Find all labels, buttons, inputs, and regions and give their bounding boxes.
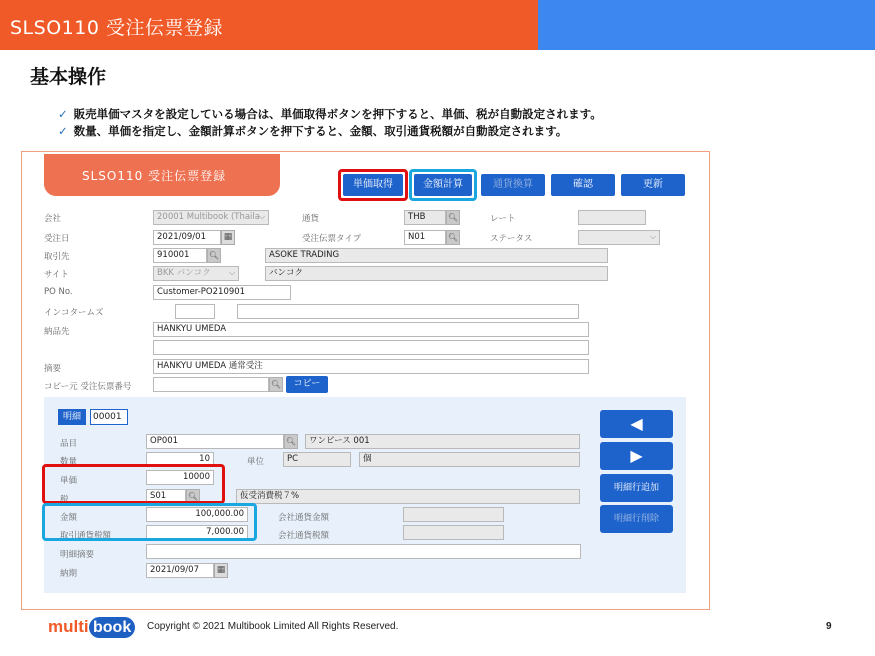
unit-name-field: 個 <box>359 452 580 467</box>
calc-highlight <box>409 169 477 201</box>
search-icon[interactable]: 🔍︎ <box>186 489 200 504</box>
quantity-input[interactable]: 10 <box>146 452 214 467</box>
chevron-down-icon: ⌵ <box>650 232 657 241</box>
summary-label: 摘要 <box>44 364 62 374</box>
incoterms-code-input[interactable] <box>175 304 215 319</box>
calendar-icon[interactable]: ▦ <box>214 563 228 578</box>
header-accent <box>538 0 875 50</box>
item-code-input[interactable]: OP001 <box>146 434 284 449</box>
ship-to-input-2[interactable] <box>153 340 589 355</box>
quantity-label: 数量 <box>60 457 78 467</box>
ship-to-label: 納品先 <box>44 327 70 337</box>
item-name-field: ワンピース 001 <box>305 434 580 449</box>
header-title: SLSO110 受注伝票登録 <box>10 17 223 39</box>
add-line-button[interactable]: 明細行追加 <box>600 474 673 502</box>
site-select[interactable]: BKK バンコク <box>153 266 239 281</box>
company-select[interactable]: 20001 Multibook (Thaila <box>153 210 269 225</box>
po-input[interactable]: Customer-PO210901 <box>153 285 291 300</box>
unit-price-input[interactable]: 10000 <box>146 470 214 485</box>
item-label: 品目 <box>60 439 78 449</box>
amount-highlight <box>42 503 257 541</box>
company-label: 会社 <box>44 214 62 224</box>
company-amount-field <box>403 507 504 522</box>
site-label: サイト <box>44 270 69 280</box>
section-title: 基本操作 <box>30 66 107 88</box>
status-label: ステータス <box>490 234 533 244</box>
ship-to-input[interactable]: HANKYU UMEDA <box>153 322 589 337</box>
search-icon[interactable]: 🔍︎ <box>446 210 460 225</box>
rate-input[interactable] <box>578 210 646 225</box>
tax-amount-input[interactable]: 7,000.00 <box>146 525 248 540</box>
currency-input[interactable]: THB <box>404 210 446 225</box>
page-number: 9 <box>826 621 832 632</box>
search-icon[interactable]: 🔍︎ <box>269 377 283 392</box>
company-tax-label: 会社通貨税額 <box>278 531 330 541</box>
unit-code-field: PC <box>283 452 351 467</box>
company-tax-field <box>403 525 504 540</box>
summary-input[interactable]: HANKYU UMEDA 通常受注 <box>153 359 589 374</box>
detail-tab[interactable]: 明細 <box>58 409 86 425</box>
customer-name-field: ASOKE TRADING <box>265 248 608 263</box>
search-icon[interactable]: 🔍︎ <box>207 248 221 263</box>
due-date-input[interactable]: 2021/09/07 <box>146 563 214 578</box>
tax-label: 税 <box>60 495 69 505</box>
delete-line-button[interactable]: 明細行削除 <box>600 505 673 533</box>
order-type-label: 受注伝票タイプ <box>302 234 362 244</box>
bullet-2 <box>58 123 567 139</box>
app-title-tab: SLSO110 受注伝票登録 <box>44 154 280 196</box>
arrow-right-icon: ▶ <box>630 446 643 465</box>
calc-button[interactable]: 金額計算 <box>414 174 472 196</box>
currency-convert-button[interactable]: 通貨換算 <box>481 174 545 196</box>
due-date-label: 納期 <box>60 569 78 579</box>
copy-source-input[interactable] <box>153 377 269 392</box>
logo-multi-text: multi <box>48 617 89 636</box>
price-tax-highlight <box>42 464 225 504</box>
chevron-down-icon: ⌵ <box>259 212 266 221</box>
get-price-button[interactable]: 単価取得 <box>343 174 403 196</box>
site-name-field: バンコク <box>265 266 608 281</box>
unit-label: 単位 <box>247 457 265 467</box>
logo-book-text: book <box>89 617 135 638</box>
bullet-1 <box>58 106 602 122</box>
copyright-text: Copyright © 2021 Multibook Limited All Rights Reserved. <box>147 621 399 632</box>
next-line-button[interactable] <box>600 442 673 470</box>
line-note-input[interactable] <box>146 544 581 559</box>
incoterms-name-input[interactable] <box>237 304 579 319</box>
prev-line-button[interactable] <box>600 410 673 438</box>
order-date-label: 受注日 <box>44 234 70 244</box>
chevron-down-icon: ⌵ <box>229 268 236 277</box>
amount-input[interactable]: 100,000.00 <box>146 507 248 522</box>
rate-label: レート <box>490 214 516 224</box>
confirm-button[interactable]: 確認 <box>551 174 615 196</box>
calendar-icon[interactable]: ▦ <box>221 230 235 245</box>
company-amount-label: 会社通貨金額 <box>278 513 330 523</box>
po-label: PO No. <box>44 287 73 297</box>
search-icon[interactable]: 🔍︎ <box>446 230 460 245</box>
bullet-1-text: 販売単価マスタを設定している場合は、単価取得ボタンを押下すると、単価、税が自動設定されます。 <box>73 107 602 121</box>
copy-button[interactable]: コピー <box>286 376 328 393</box>
tax-amount-label: 取引通貨税額 <box>60 531 112 541</box>
bullet-2-text: 数量、単価を指定し、金額計算ボタンを押下すると、金額、取引通貨税額が自動設定されます。 <box>73 124 568 138</box>
get-price-highlight <box>338 169 408 201</box>
unit-price-label: 単価 <box>60 476 78 486</box>
line-note-label: 明細摘要 <box>60 550 95 560</box>
customer-code-input[interactable]: 910001 <box>153 248 207 263</box>
incoterms-label: インコタームズ <box>44 308 104 318</box>
order-date-input[interactable]: 2021/09/01 <box>153 230 221 245</box>
arrow-left-icon: ◀ <box>630 414 643 433</box>
check-icon: ✓ <box>58 107 68 121</box>
copy-source-label: コピー元 受注伝票番号 <box>44 382 132 392</box>
order-type-input[interactable]: N01 <box>404 230 446 245</box>
tax-code-input[interactable]: S01 <box>146 489 186 504</box>
tax-name-field: 仮受消費税７% <box>236 489 580 504</box>
search-icon[interactable]: 🔍︎ <box>284 434 298 449</box>
currency-label: 通貨 <box>302 214 320 224</box>
amount-label: 金額 <box>60 513 78 523</box>
multibook-logo <box>48 617 132 639</box>
customer-label: 取引先 <box>44 252 70 262</box>
status-select[interactable] <box>578 230 660 245</box>
check-icon: ✓ <box>58 124 68 138</box>
detail-line-number: 00001 <box>90 409 128 425</box>
update-button[interactable]: 更新 <box>621 174 685 196</box>
